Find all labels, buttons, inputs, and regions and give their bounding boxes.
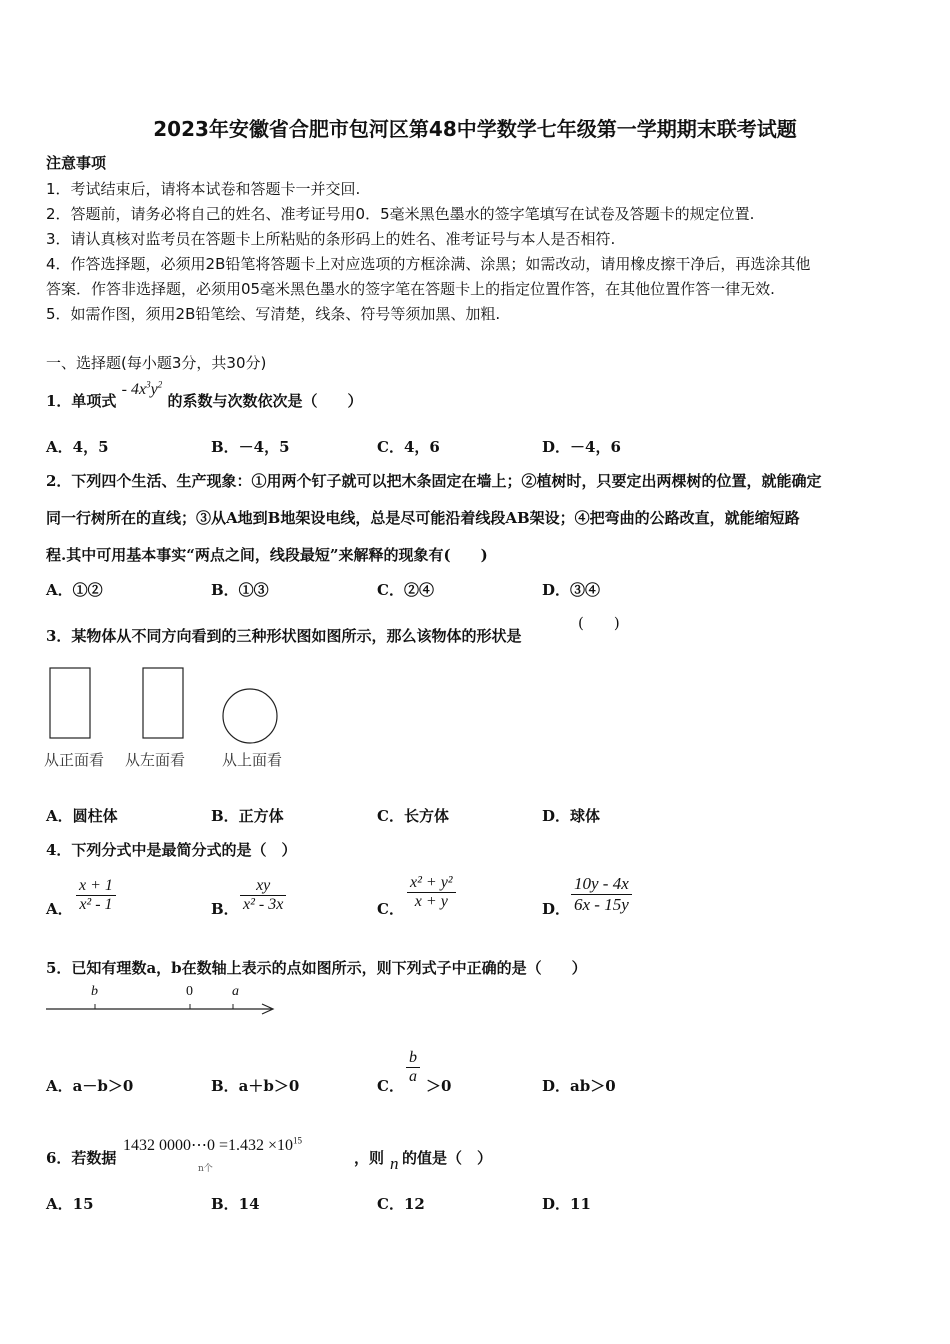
q6-option-a[interactable]: A．15	[46, 1195, 94, 1213]
note-line-5: 答案．作答非选择题，必须用05毫米黑色墨水的签字笔在答题卡上的指定位置作答，在其他位置作答一律无效.	[46, 280, 775, 298]
q6-option-b[interactable]: B．14	[211, 1195, 260, 1213]
q1-exp2: 2	[157, 379, 163, 390]
q3-option-a[interactable]: A．圆柱体	[46, 807, 118, 825]
q5-option-a[interactable]: A．a－b＞0	[46, 1077, 134, 1095]
q4-text: 4．下列分式中是最简分式的是（ ）	[46, 841, 297, 859]
q3-paren: ( )	[578, 614, 620, 632]
q5-number-line	[40, 982, 280, 1022]
q1-expr: - 4x	[121, 381, 147, 398]
q5-option-c-fraction[interactable]: $\frac{b}{a}$	[406, 1049, 420, 1086]
side-view-rect	[143, 668, 183, 738]
q2-line-1: 2．下列四个生活、生产现象：①用两个钉子就可以把木条固定在墙上；②植树时，只要定出两棵树的位置，就能确定	[46, 472, 822, 490]
q6-post: 的值是（ ）	[402, 1149, 493, 1167]
q2-option-c[interactable]: C．②④	[377, 581, 434, 599]
q1-option-d[interactable]: D．－4，6	[542, 438, 621, 456]
axis-label-b: b	[91, 984, 98, 999]
q1-post: 的系数与次数依次是（ ）	[167, 392, 363, 410]
q6-option-d[interactable]: D．11	[542, 1195, 591, 1213]
q4-fraction-d[interactable]: $\frac{10y - 4x}{6x - 15y}$	[571, 874, 632, 915]
top-view-circle	[223, 689, 277, 743]
q1-exp1: 3	[146, 379, 151, 390]
q2-option-a[interactable]: A．①②	[46, 581, 103, 599]
q4-fraction-a[interactable]: $\frac{x + 1}{\text{x² - 1}}$	[76, 877, 116, 914]
q2-option-d[interactable]: D．③④	[542, 581, 601, 599]
q4-label-a[interactable]: A．	[46, 900, 73, 918]
q2-line-3: 程.其中可用基本事实“两点之间，线段最短”来解释的现象有( )	[46, 546, 488, 564]
q3-views-figure	[40, 660, 300, 750]
q6-n: n	[390, 1154, 399, 1173]
q2-option-b[interactable]: B．①③	[211, 581, 269, 599]
front-view-rect	[50, 668, 90, 738]
q4-fraction-c[interactable]: $\frac{\text{x² + y²}}{x + y}$	[407, 874, 456, 911]
q6-option-c[interactable]: C．12	[377, 1195, 425, 1213]
q5-option-d[interactable]: D．ab＞0	[542, 1077, 616, 1095]
section-heading: 一、选择题(每小题3分，共30分)	[46, 354, 267, 372]
q3-option-b[interactable]: B．正方体	[211, 807, 284, 825]
q5-option-c-post[interactable]: ＞0	[426, 1077, 452, 1095]
caption-front: 从正面看	[44, 751, 105, 769]
caption-top: 从上面看	[222, 751, 283, 769]
axis-label-0: 0	[186, 984, 193, 999]
q3-text: 3．某物体从不同方向看到的三种形状图如图所示，那么该物体的形状是	[46, 627, 522, 645]
notes-heading: 注意事项	[46, 154, 107, 172]
q4-label-c[interactable]: C．	[377, 900, 404, 918]
page-title: 2023年安徽省合肥市包河区第48中学数学七年级第一学期期末联考试题	[153, 117, 797, 141]
q6-underbrace-label: n个	[198, 1164, 213, 1174]
q1-option-b[interactable]: B．－4，5	[211, 438, 290, 456]
q6-pre: 6．若数据	[46, 1149, 117, 1167]
axis-label-a: a	[232, 984, 239, 999]
q6-mid: ，则	[354, 1149, 385, 1167]
q5-option-b[interactable]: B．a＋b＞0	[211, 1077, 300, 1095]
q3-option-c[interactable]: C．长方体	[377, 807, 449, 825]
q5-text: 5．已知有理数a，b在数轴上表示的点如图所示，则下列式子中正确的是（ ）	[46, 959, 587, 977]
note-line-1: 1．考试结束后，请将本试卷和答题卡一并交回.	[46, 180, 361, 198]
q5-option-c[interactable]: C．	[377, 1077, 404, 1095]
q1-option-a[interactable]: A．4，5	[46, 438, 109, 456]
q1-text	[46, 379, 363, 411]
q4-fraction-b[interactable]: $\frac{xy}{\text{x² - 3x}}$	[240, 877, 286, 914]
note-line-6: 5．如需作图，须用2B铅笔绘、写清楚，线条、符号等须加黑、加粗.	[46, 305, 501, 323]
q1-pre: 1．单项式	[46, 392, 117, 410]
note-line-2: 2．答题前，请务必将自己的姓名、准考证号用0．5毫米黑色墨水的签字笔填写在试卷及答题卡的规定位置.	[46, 205, 755, 223]
q1-option-c[interactable]: C．4，6	[377, 438, 440, 456]
q3-option-d[interactable]: D．球体	[542, 807, 601, 825]
note-line-4: 4．作答选择题，必须用2B铅笔将答题卡上对应选项的方框涂满、涂黑；如需改动，请用橡皮擦干净后，再选涂其他	[46, 255, 811, 273]
q2-line-2: 同一行树所在的直线；③从A地到B地架设电线，总是尽可能沿着线段AB架设；④把弯曲的公路改直，就能缩短路	[46, 509, 800, 527]
q4-label-d[interactable]: D．	[542, 900, 571, 918]
q6-expression: 1432 0000⋯0 $=1.432 \times 10^{15}$	[123, 1135, 303, 1154]
q4-label-b[interactable]: B．	[211, 900, 239, 918]
q1-y: y	[150, 381, 158, 398]
caption-left: 从左面看	[125, 751, 186, 769]
note-line-3: 3．请认真核对监考员在答题卡上所粘贴的条形码上的姓名、准考证号与本人是否相符.	[46, 230, 616, 248]
